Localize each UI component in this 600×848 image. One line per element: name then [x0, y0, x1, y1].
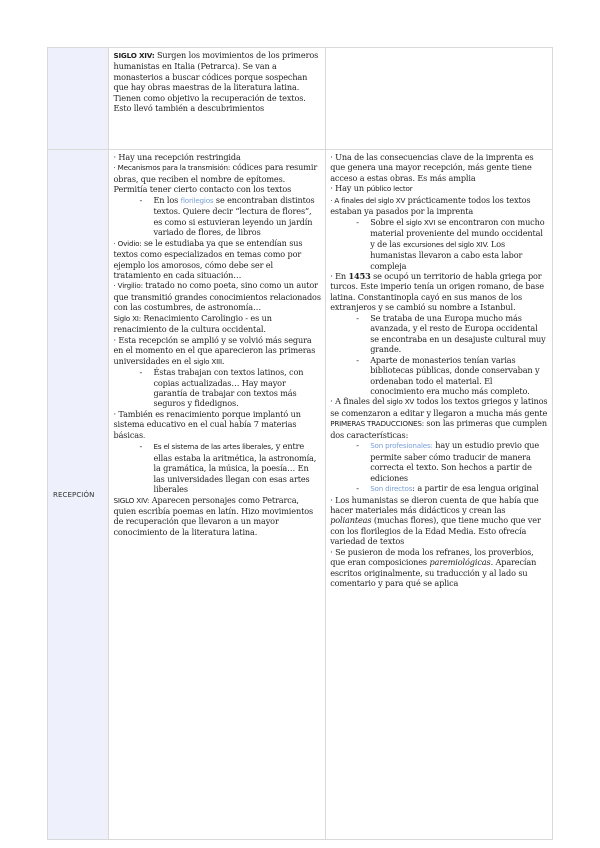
cell-empty	[326, 48, 553, 150]
row-label-recepcion	[48, 150, 109, 840]
cell-right-notes	[326, 150, 553, 840]
subnote-bibliotecas: - Aparte de monasterios tenían varias bibliotecas públicas, donde conservaban y ordenaban todo el material. El conocimiento era mucho más completo.	[356, 354, 540, 396]
note-universidades: · Esta recepción se amplió y se volvió más segura en el momento en el que aparecieron las primeras universidades en el siglo XIII.	[113, 334, 316, 366]
note-refranes: · Se pusieron de moda los refranes, los proverbios, que eran composiciones paremiológicas. Aparecían escritos originalmente, su traducción y al lado su comentario y para qué se aplica	[330, 546, 537, 589]
heading-siglo-xiv: SIGLO XIV:	[113, 51, 155, 60]
table-row-recepcion	[48, 150, 553, 840]
cell-siglo-xiv	[109, 48, 326, 150]
subnote-europa-avanzada: - Se trataba de una Europa mucho más avanzada, y el resto de Europa occidental se encontraba en un desajuste cultural muy grande.	[356, 312, 546, 355]
note-mecanismos: · Mecanismos para la transmisión: códices para resumir obras, que reciben el nombre de epítomes. Permitía tener cierto contacto con los textos	[113, 162, 318, 195]
note-textos-griegos: · A finales del siglo XV todos los textos griegos y latinos se comenzaron a editar y llegaron a mucha más gente	[330, 396, 548, 418]
subnote-profesionales: - Son profesionales: hay un estudio previo que permite saber cómo traducir de manera correcta el texto. Son hechos a partir de ediciones	[356, 440, 540, 483]
label-recepcion: RECEPCIÓN	[53, 490, 95, 499]
text-siglo-xiv: Surgen los movimientos de los primeros humanistas en Italia (Petrarca). Se van a monasterios a buscar códices porque sospechan que hay obras maestras de la literatura latina. Tienen como objetivo la recuperación de textos. Esto llevó también a descubrimientos	[113, 50, 319, 114]
note-publico-lector: · Hay un público lector	[330, 183, 413, 194]
note-siglo-xiv-petrarca: SIGLO XIV: Aparecen personajes como Petrarca, quien escribía poemas en latín. Hizo movimientos de recuperación que llevaron a un mayor conocimiento de la literatura latina.	[113, 494, 314, 537]
note-siglo-xi: Siglo XI: Renacimiento Carolingio - es un renacimiento de la cultura occidental.	[113, 312, 272, 335]
subnote-artes-liberales: - Es el sistema de las artes liberales, y entre ellas estaba la aritmética, la astronomía, la gramática, la música, la poesía… En las universidades llegan con esas artes liberales	[139, 441, 317, 495]
note-virgilio: · Virgilio: tratado no como poeta, sino como un autor que transmitió grandes conocimientos relacionados con las costumbres, de astronomía…	[113, 280, 321, 313]
note-imprenta: · Una de las consecuencias clave de la imprenta es que genera una mayor recepción, más gente tiene acceso a estas obras. Es más amplia	[330, 152, 534, 183]
notes-table	[47, 47, 553, 840]
subnote-siglo-xvi: - Sobre el siglo XVI se encontraron con mucho material proveniente del mundo occidental y de las excursiones del siglo XIV. Los humanistas llevaron a cabo esta labor compleja	[356, 216, 545, 271]
row-label-empty	[48, 48, 109, 150]
note-finales-siglo-xv: · A finales del siglo XV prácticamente todos los textos estaban ya pasados por la imprenta	[330, 194, 531, 217]
table-row-siglo-xiv	[48, 48, 553, 150]
note-polianteas: · Los humanistas se dieron cuenta de que había que hacer materiales más didácticos y crean las polianteas (muchas flores), que tiene mucho que ver con los florilegios de la Edad Media. Esto ofrecía variedad de textos	[330, 494, 541, 547]
note-primeras-traducciones: PRIMERAS TRADUCCIONES: son las primeras que cumplen dos características:	[330, 418, 547, 440]
subnote-directos: - Son directos: a partir de esa lengua original	[356, 483, 539, 494]
cell-left-notes	[109, 150, 326, 840]
note-1453: · En 1453 se ocupó un territorio de habla griega por turcos. Este imperio tenía un origen romano, de base latina. Constantinopla cayó en sus manos de los extranjeros y se cambió su nombre a Istanbul.	[330, 270, 544, 313]
subnote-textos-latinos: - Éstas trabajan con textos latinos, con copias actualizadas… Hay mayor garantía de trabajar con textos más seguros y fidedignos.	[139, 367, 304, 409]
note-recepcion-restringida: · Hay una recepción restringida	[113, 152, 241, 162]
note-sistema-educativo: · También es renacimiento porque implantó un sistema educativo en el cual había 7 materias básicas.	[113, 408, 301, 440]
note-ovidio: · Ovidio: se le estudiaba ya que se entendían sus textos como especializados en temas como por ejemplo los amorosos, cómo debe ser el tratamiento en cada situación…	[113, 237, 303, 280]
subnote-florilegios: - En los florilegios se encontraban distintos textos. Quiere decir “lectura de flores”, es como si estuvieran leyendo un jardín variado de flores, de libros	[139, 194, 315, 238]
